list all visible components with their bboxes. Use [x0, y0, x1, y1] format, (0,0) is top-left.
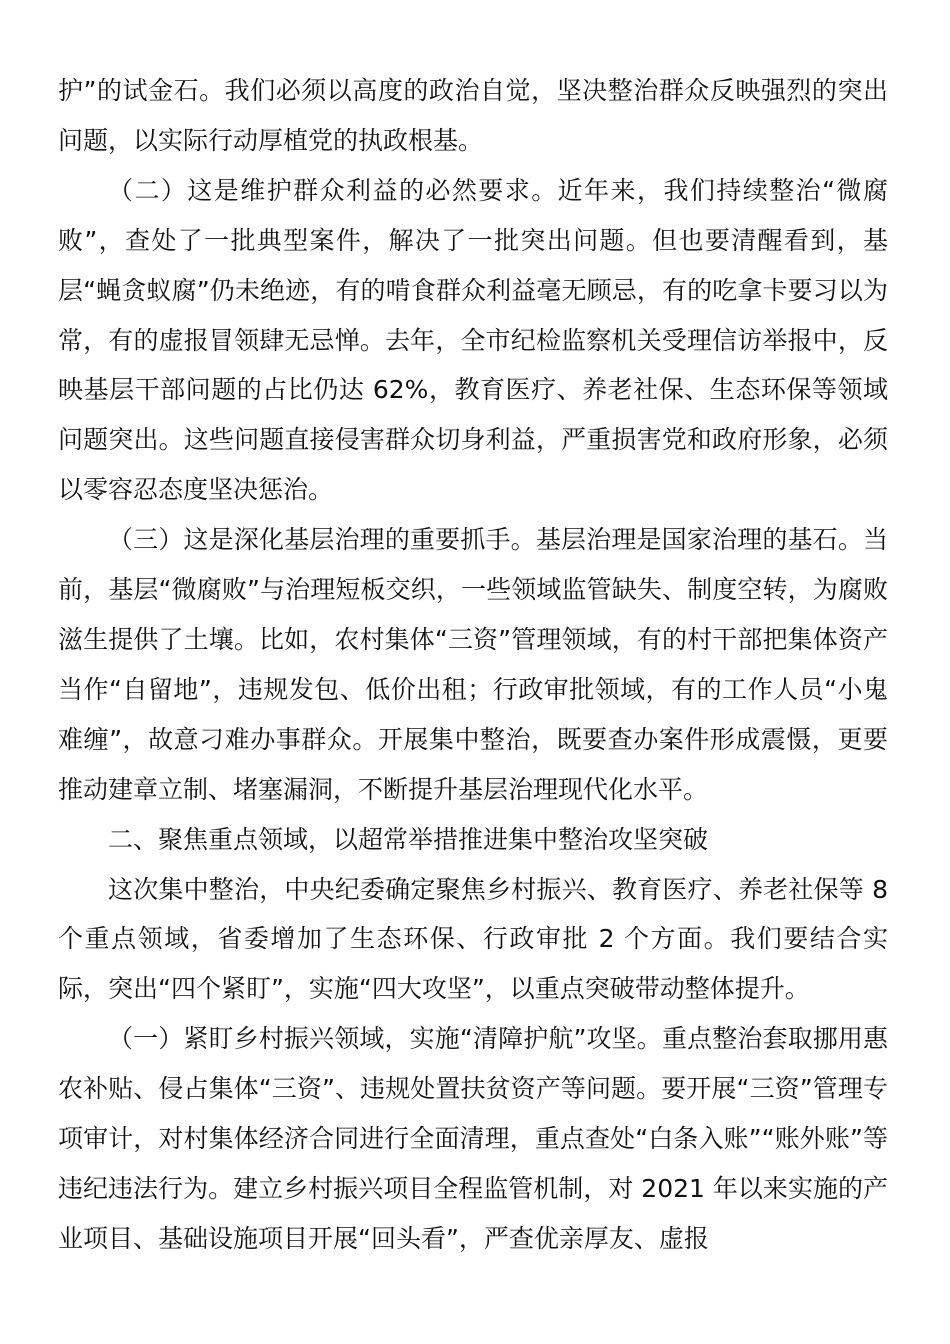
paragraph-section-intro: 这次集中整治，中央纪委确定聚焦乡村振兴、教育医疗、养老社保等 8 个重点领域，省委增加了生态环保、行政审批 2 个方面。我们要结合实际，突出“四个紧盯”，实施“四大攻坚”，以重点突破带动整体提升。: [58, 874, 888, 1004]
paragraph-two: （二）这是维护群众利益的必然要求。近年来，我们持续整治“微腐败”，查处了一批典型案件，解决了一批突出问题。但也要清醒看到，基层“蝇贪蚁腐”仍未绝迹，有的啃食群众利益毫无顾忌，有的吃拿卡要习以为常，有的虚报冒领肆无忌惮。去年，全市纪检监察机关受理信访举报中，反映基层干部问题的占比仍达 62%，教育医疗、养老社保、生态环保等领域问题突出。这些问题直接侵害群众切身利益，严重损害党和政府形象，必须以零容忍态度坚决惩治。: [58, 175, 888, 505]
paragraph-continuation: 护”的试金石。我们必须以高度的政治自觉，坚决整治群众反映强烈的突出问题，以实际行动厚植党的执政根基。: [58, 76, 888, 155]
document-page: [58, 66, 888, 1264]
paragraph-item-one: （一）紧盯乡村振兴领域，实施“清障护航”攻坚。重点整治套取挪用惠农补贴、侵占集体“三资”、违规处置扶贫资产等问题。要开展“三资”管理专项审计，对村集体经济合同进行全面清理，重点查处“白条入账”“账外账”等违纪违法行为。建立乡村振兴项目全程监管机制，对 2021 年以来实施的产业项目、基础设施项目开展“回头看”，严查优亲厚友、虚报: [58, 1024, 888, 1253]
paragraph-three: （三）这是深化基层治理的重要抓手。基层治理是国家治理的基石。当前，基层“微腐败”与治理短板交织，一些领域监管缺失、制度空转，为腐败滋生提供了土壤。比如，农村集体“三资”管理领域，有的村干部把集体资产当作“自留地”，违规发包、低价出租；行政审批领域，有的工作人员“小鬼难缠”，故意刁难办事群众。开展集中整治，既要查办案件形成震慑，更要推动建章立制、堵塞漏洞，不断提升基层治理现代化水平。: [58, 525, 888, 804]
section-heading: 二、聚焦重点领域，以超常举措推进集中整治攻坚突破: [108, 824, 709, 854]
